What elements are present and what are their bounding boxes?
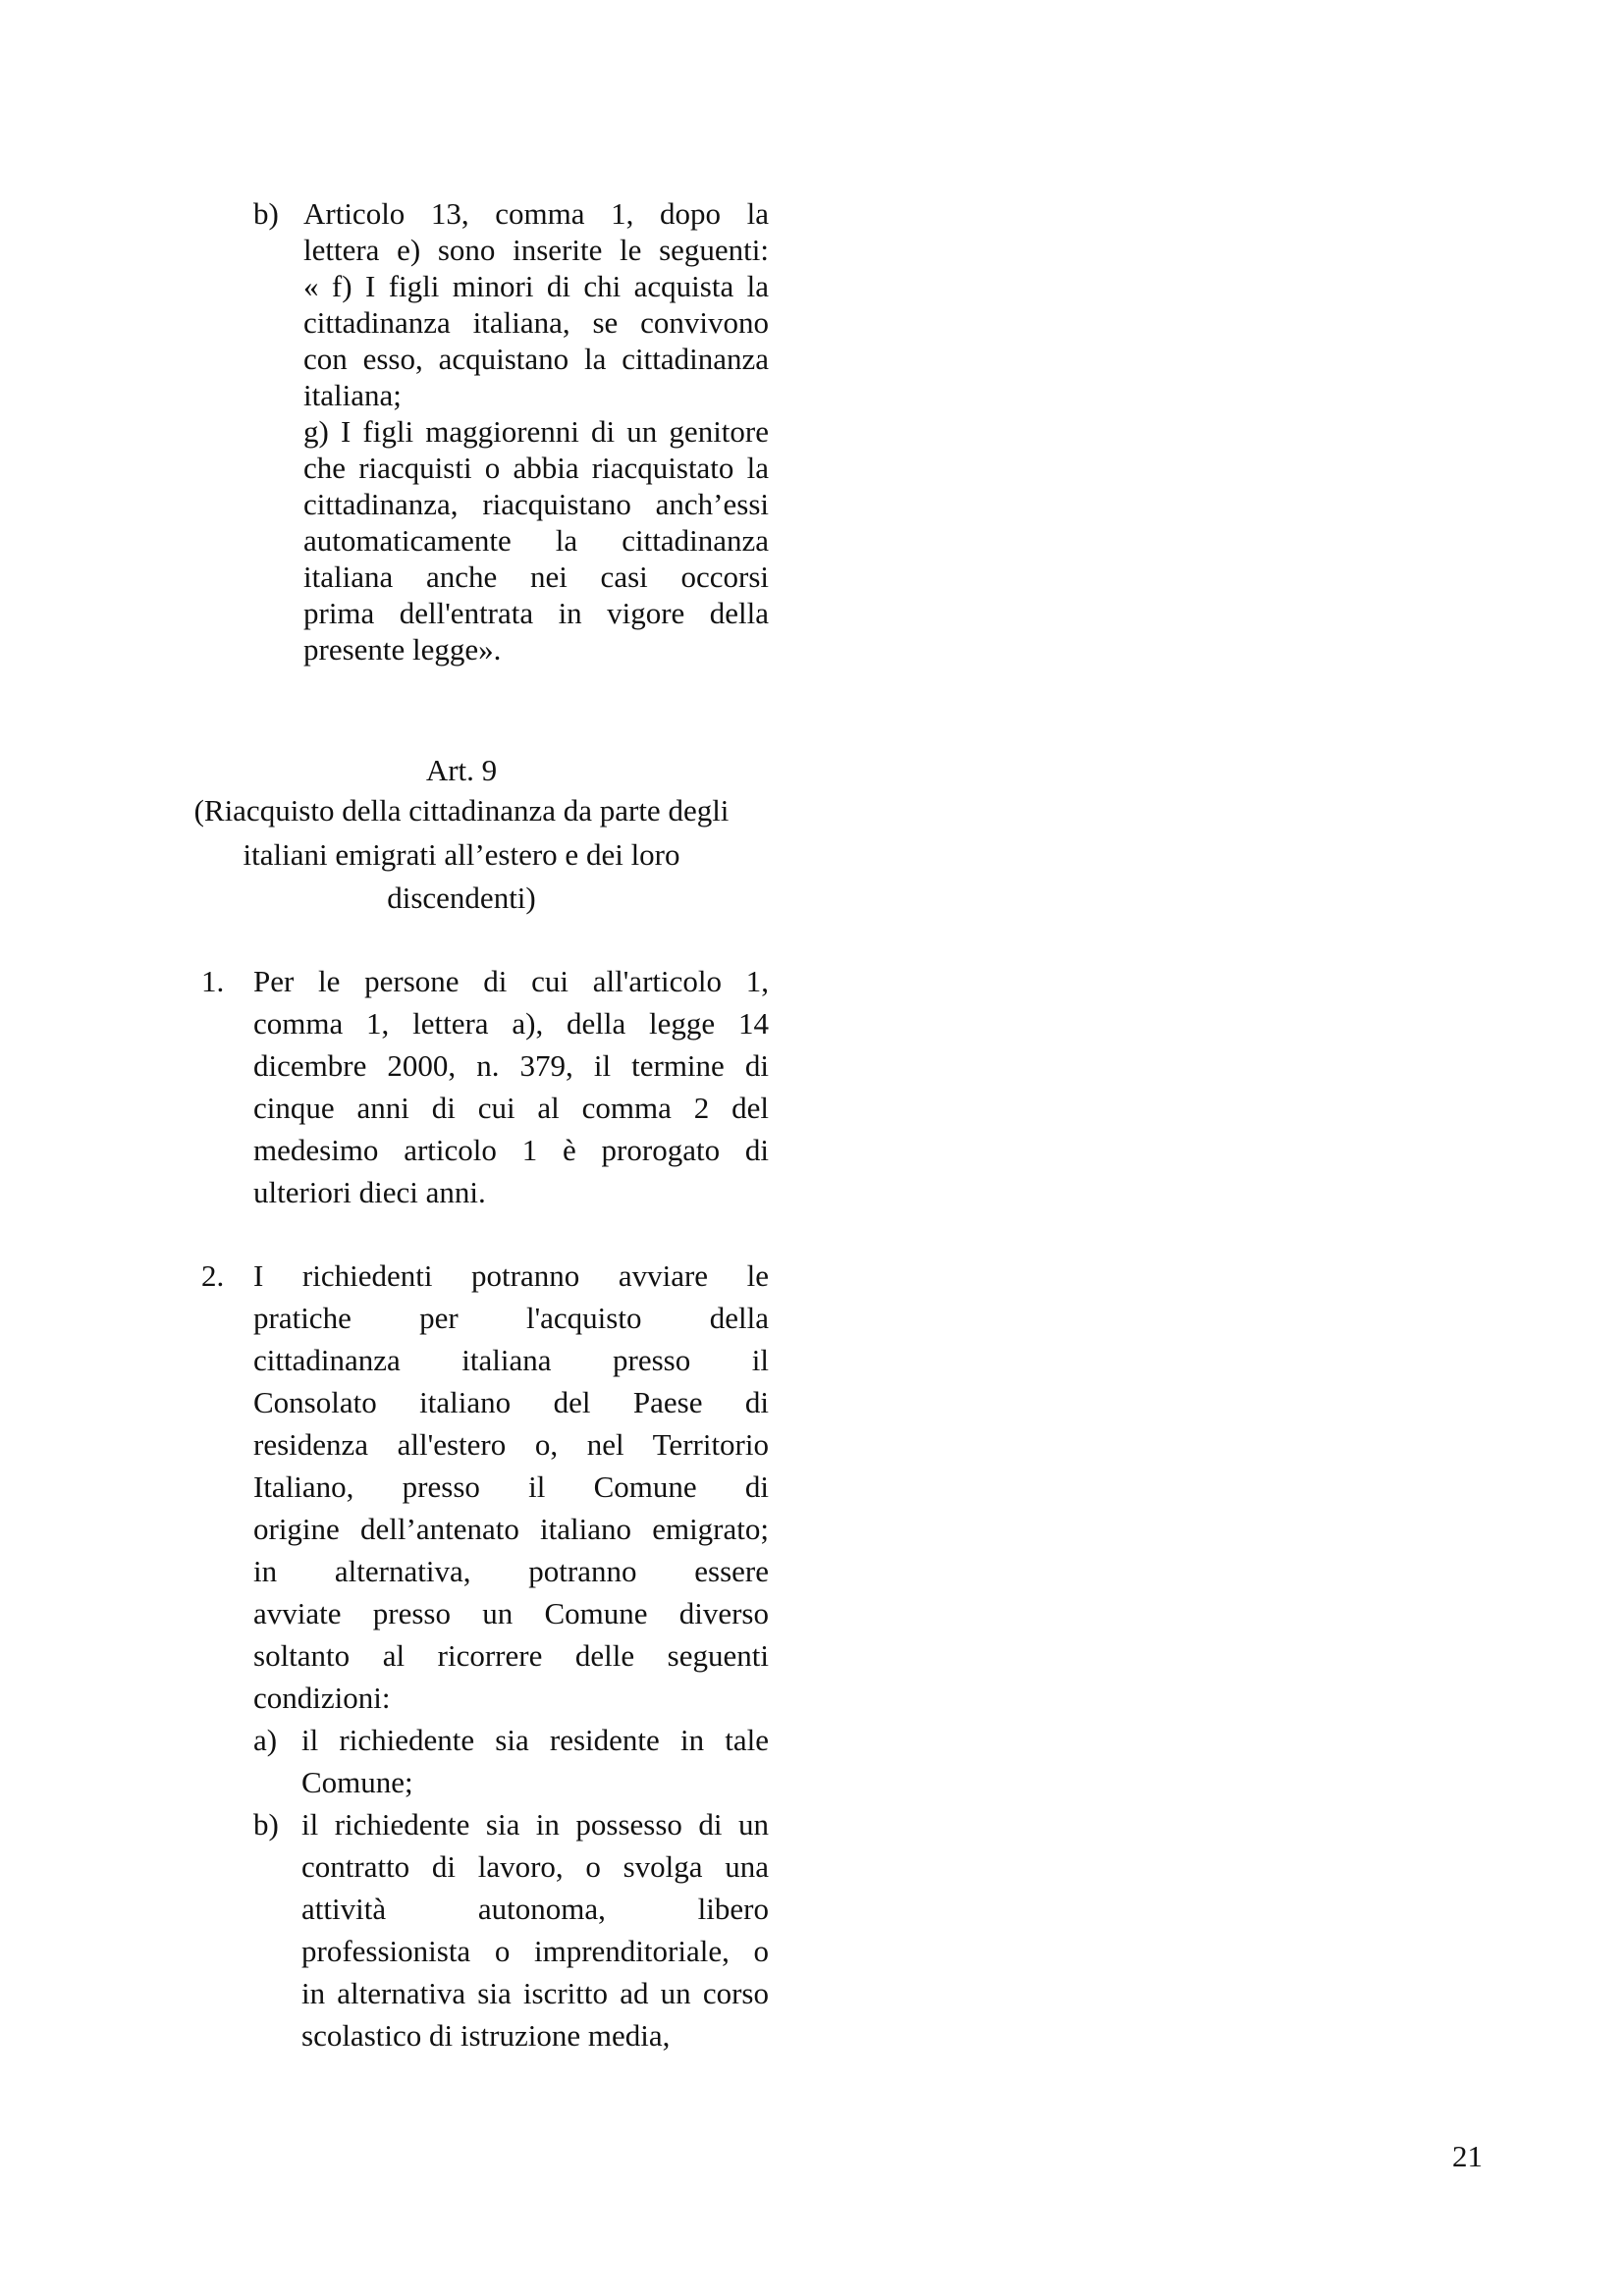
article-title-line: italiani emigrati all’estero e dei loro bbox=[243, 837, 680, 872]
text-line: cittadinanza italiana, se convivono bbox=[303, 305, 769, 340]
text-line: Italiano, presso il Comune di bbox=[253, 1469, 769, 1504]
text-line: « f) I figli minori di chi acquista la bbox=[303, 269, 769, 303]
text-line: il richiedente sia in possesso di un bbox=[301, 1807, 769, 1842]
page-number: 21 bbox=[1452, 2139, 1483, 2173]
text-line: in alternativa sia iscritto ad un corso bbox=[301, 1976, 769, 2010]
text-line: che riacquisti o abbia riacquistato la bbox=[303, 451, 769, 485]
paragraph-number-2: 2. bbox=[201, 1258, 225, 1293]
text-line: medesimo articolo 1 è prorogato di bbox=[253, 1133, 769, 1167]
text-line: pratiche per l'acquisto della bbox=[253, 1301, 769, 1335]
text-line: scolastico di istruzione media, bbox=[301, 2018, 671, 2053]
text-line: avviate presso un Comune diverso bbox=[253, 1596, 769, 1630]
text-line: professionista o imprenditoriale, o bbox=[301, 1934, 769, 1968]
text-line: presente legge». bbox=[303, 632, 502, 667]
text-line: dicembre 2000, n. 379, il termine di bbox=[253, 1048, 769, 1083]
text-line: automaticamente la cittadinanza bbox=[303, 523, 769, 558]
text-line: comma 1, lettera a), della legge 14 bbox=[253, 1006, 769, 1041]
text-line: italiana anche nei casi occorsi bbox=[303, 560, 769, 594]
article-number: Art. 9 bbox=[425, 753, 498, 787]
text-line: cinque anni di cui al comma 2 del bbox=[253, 1091, 769, 1125]
text-line: cittadinanza italiana presso il bbox=[253, 1343, 769, 1377]
text-line: contratto di lavoro, o svolga una bbox=[301, 1849, 769, 1884]
text-line: italiana; bbox=[303, 378, 402, 412]
article-title-line: (Riacquisto della cittadinanza da parte degli bbox=[193, 793, 730, 828]
list-marker-b: b) bbox=[253, 196, 279, 231]
list-marker-b: b) bbox=[253, 1807, 279, 1842]
text-line: Articolo 13, comma 1, dopo la bbox=[303, 196, 769, 231]
list-marker-a: a) bbox=[253, 1723, 278, 1757]
text-line: g) I figli maggiorenni di un genitore bbox=[303, 414, 769, 449]
text-line: in alternativa, potranno essere bbox=[253, 1554, 769, 1588]
text-line: ulteriori dieci anni. bbox=[253, 1175, 486, 1209]
text-line: soltanto al ricorrere delle seguenti bbox=[253, 1638, 769, 1673]
paragraph-number-1: 1. bbox=[201, 964, 225, 998]
text-line: lettera e) sono inserite le seguenti: bbox=[303, 233, 769, 267]
text-line: origine dell’antenato italiano emigrato; bbox=[253, 1512, 769, 1546]
text-line: Comune; bbox=[301, 1765, 413, 1799]
text-line: prima dell'entrata in vigore della bbox=[303, 596, 769, 630]
text-line: Per le persone di cui all'articolo 1, bbox=[253, 964, 769, 998]
text-line: Consolato italiano del Paese di bbox=[253, 1385, 769, 1419]
text-line: con esso, acquistano la cittadinanza bbox=[303, 342, 769, 376]
text-line: I richiedenti potranno avviare le bbox=[253, 1258, 769, 1293]
text-line: residenza all'estero o, nel Territorio bbox=[253, 1427, 769, 1462]
text-line: attività autonoma, libero bbox=[301, 1892, 769, 1926]
text-line: cittadinanza, riacquistano anch’essi bbox=[303, 487, 769, 521]
text-line: il richiedente sia residente in tale bbox=[301, 1723, 769, 1757]
article-title-line: discendenti) bbox=[387, 881, 536, 915]
text-line: condizioni: bbox=[253, 1681, 391, 1715]
